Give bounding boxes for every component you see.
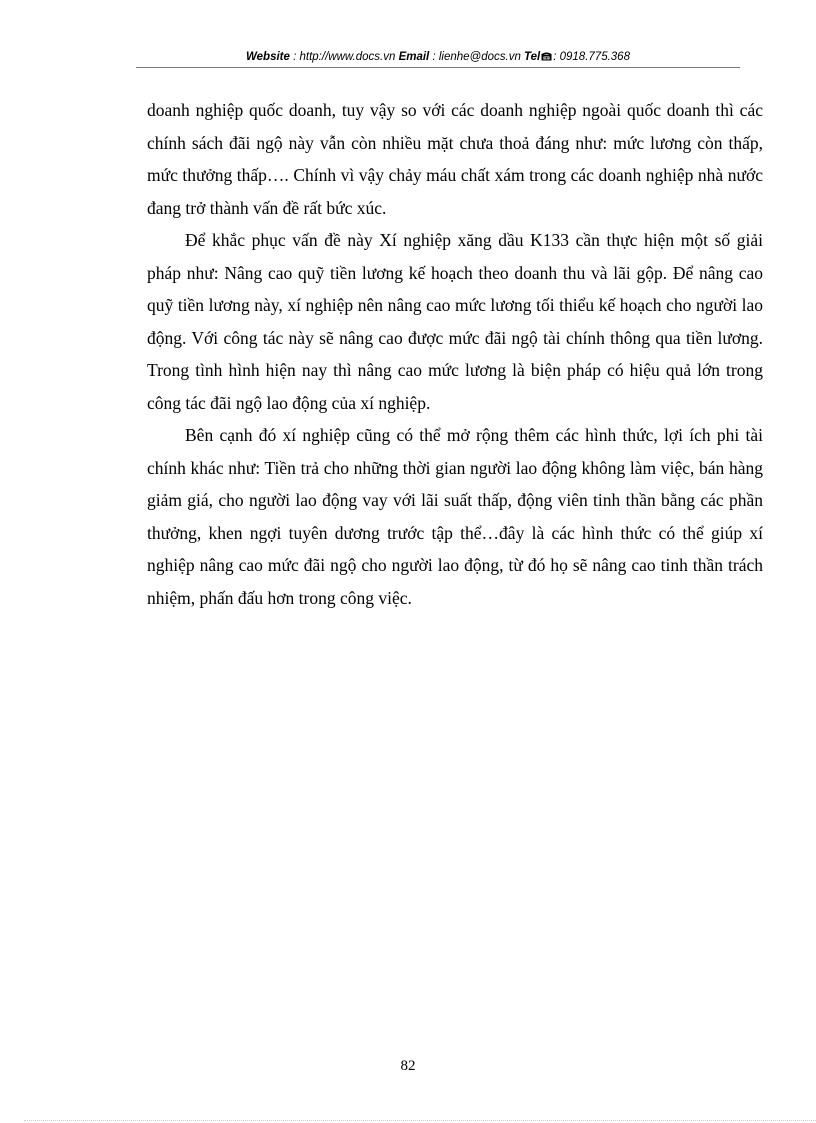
document-body <box>147 94 763 614</box>
page-header <box>136 48 740 66</box>
website-value: : http://www.docs.vn <box>289 51 399 63</box>
paragraph-continuation: doanh nghiệp quốc doanh, tuy vậy so với các doanh nghiệp ngoài quốc doanh thì các chính sách đãi ngộ này vẫn còn nhiều mặt chưa thoả đáng như: mức lương còn thấp, mức thưởng thấp…. Chính vì vậy chảy máu chất xám trong các doanh nghiệp nhà nước đang trở thành vấn đề rất bức xúc. <box>147 100 763 218</box>
email-value: : lienhe@docs.vn <box>429 51 525 63</box>
tel-value: : 0918.775.368 <box>553 51 630 63</box>
tel-label: Tel <box>524 51 541 63</box>
phone-icon <box>541 49 552 59</box>
paragraph-non-financial-benefits: Bên cạnh đó xí nghiệp cũng có thể mở rộng thêm các hình thức, lợi ích phi tài chính khác như: Tiền trả cho những thời gian người lao động không làm việc, bán hàng giảm giá, cho người lao động vay với lãi suất thấp, động viên tinh thần bằng các phần thưởng, khen ngợi tuyên dương trước tập thể…đây là các hình thức có thể giúp xí nghiệp nâng cao mức đãi ngộ cho người lao động, từ đó họ sẽ nâng cao tinh thần trách nhiệm, phấn đấu hơn trong công việc. <box>147 425 763 608</box>
page-bottom-divider <box>24 1120 816 1121</box>
header-divider <box>136 67 740 68</box>
website-label: Website <box>246 51 290 63</box>
email-label: Email <box>398 51 430 63</box>
page-number: 82 <box>400 1058 416 1074</box>
paragraph-solutions: Để khắc phục vấn đề này Xí nghiệp xăng dầu K133 cần thực hiện một số giải pháp như: Nâng cao quỹ tiền lương kế hoạch theo doanh thu và lãi gộp. Để nâng cao quỹ tiền lương này, xí nghiệp nên nâng cao mức lương tối thiểu kế hoạch cho người lao động. Với công tác này sẽ nâng cao được mức đãi ngộ tài chính thông qua tiền lương. Trong tình hình hiện nay thì nâng cao mức lương là biện pháp có hiệu quả lớn trong công tác đãi ngộ lao động của xí nghiệp. <box>147 230 763 413</box>
